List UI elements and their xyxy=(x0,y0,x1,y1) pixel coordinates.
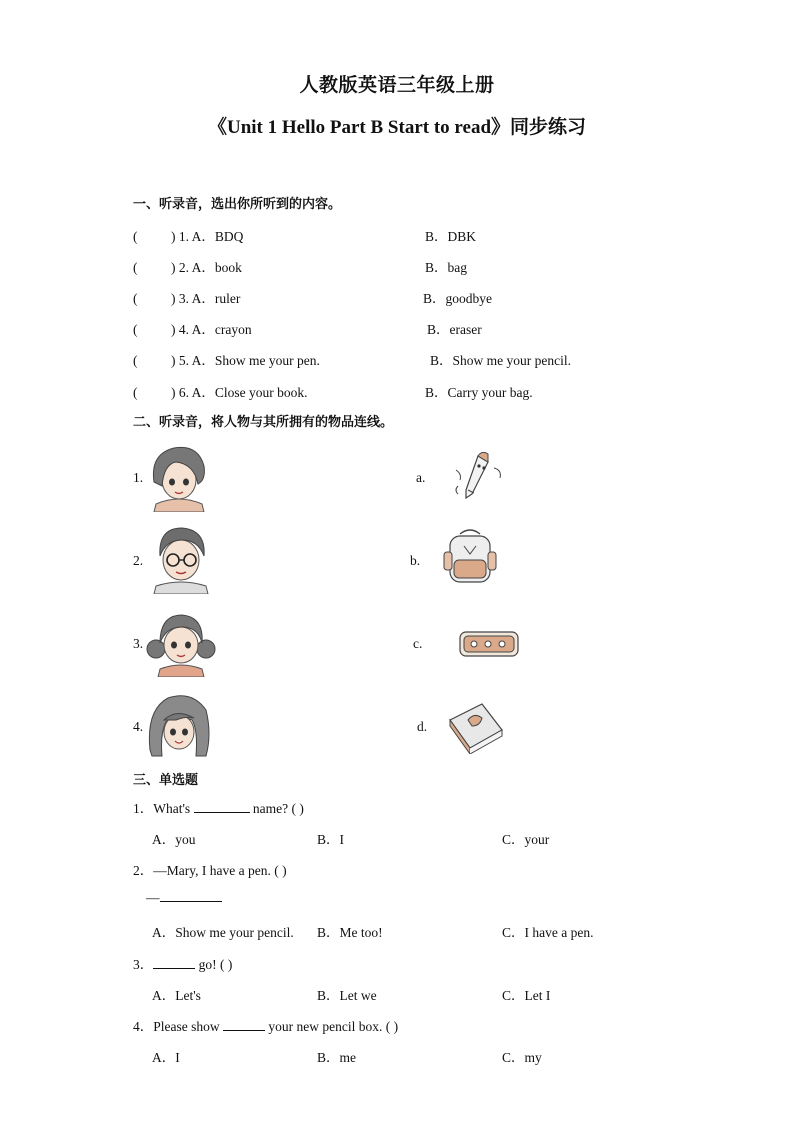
s3-q3-opt-b: B．Let we xyxy=(317,988,377,1003)
section1-heading: 一、听录音，选出你所听到的内容。 xyxy=(133,197,342,212)
s2-right-b: b. xyxy=(410,553,421,568)
answer-blank[interactable] xyxy=(223,1018,265,1031)
pencil-box-icon xyxy=(456,626,522,662)
page-title: 人教版英语三年级上册 xyxy=(299,74,495,96)
s3-q2-opt-a: A．Show me your pencil. xyxy=(152,925,294,940)
s1-q6: ( ) 6. A．Close your book. xyxy=(133,385,308,400)
s1-q5: ( ) 5. A．Show me your pen. xyxy=(133,353,320,368)
section3-heading: 三、单选题 xyxy=(133,773,199,788)
answer-blank[interactable] xyxy=(153,956,195,969)
page-subtitle: 《Unit 1 Hello Part B Start to read》同步练习 xyxy=(207,117,587,138)
backpack-icon xyxy=(442,528,498,588)
answer-blank[interactable] xyxy=(194,800,250,813)
s2-right-a: a. xyxy=(416,470,426,485)
s3-q4-opt-a: A．I xyxy=(152,1050,180,1065)
s3-q3-opt-a: A．Let's xyxy=(152,988,201,1003)
s2-left-4: 4. xyxy=(133,719,144,734)
s3-q2-reply: — xyxy=(146,889,222,906)
s3-q1-opt-b: B．I xyxy=(317,832,344,847)
s1-q3-b: B．goodbye xyxy=(423,291,492,306)
s3-q1: 1．What's name? ( ) xyxy=(133,801,304,816)
s1-q6-b: B．Carry your bag. xyxy=(425,385,533,400)
s2-right-c: c. xyxy=(413,636,423,651)
s1-q3: ( ) 3. A．ruler xyxy=(133,291,241,306)
girl-short-hair-icon xyxy=(146,440,212,512)
s3-q4: 4．Please show your new pencil box. ( ) xyxy=(133,1019,399,1034)
book-icon xyxy=(446,700,506,754)
pen-icon xyxy=(448,448,508,504)
s3-q4-opt-c: C．my xyxy=(502,1050,542,1065)
s1-q1: ( ) 1. A．BDQ xyxy=(133,229,244,244)
s3-q2: 2．—Mary, I have a pen. ( ) xyxy=(133,863,287,878)
s3-q2-opt-b: B．Me too! xyxy=(317,925,383,940)
s2-left-2: 2. xyxy=(133,553,144,568)
s3-q2-opt-c: C．I have a pen. xyxy=(502,925,594,940)
s1-q4: ( ) 4. A．crayon xyxy=(133,322,252,337)
girl-curly-hair-icon xyxy=(146,690,212,762)
s2-left-1: 1. xyxy=(133,470,144,485)
boy-glasses-icon xyxy=(148,522,214,594)
s3-q1-opt-a: A．you xyxy=(152,832,196,847)
s1-q5-b: B．Show me your pencil. xyxy=(430,353,571,368)
s3-q1-opt-c: C．your xyxy=(502,832,550,847)
s1-q2: ( ) 2. A．book xyxy=(133,260,242,275)
s2-left-3: 3. xyxy=(133,636,144,651)
s1-q4-b: B．eraser xyxy=(427,322,482,337)
s1-q1-b: B．DBK xyxy=(425,229,477,244)
s1-q2-b: B．bag xyxy=(425,260,467,275)
answer-blank[interactable] xyxy=(160,889,222,902)
s3-q4-opt-b: B．me xyxy=(317,1050,356,1065)
s2-right-d: d. xyxy=(417,719,428,734)
girl-pigtails-icon xyxy=(146,605,216,677)
section2-heading: 二、听录音，将人物与其所拥有的物品连线。 xyxy=(133,415,394,430)
s3-q3-opt-c: C．Let I xyxy=(502,988,551,1003)
s3-q3: 3． go! ( ) xyxy=(133,957,233,972)
